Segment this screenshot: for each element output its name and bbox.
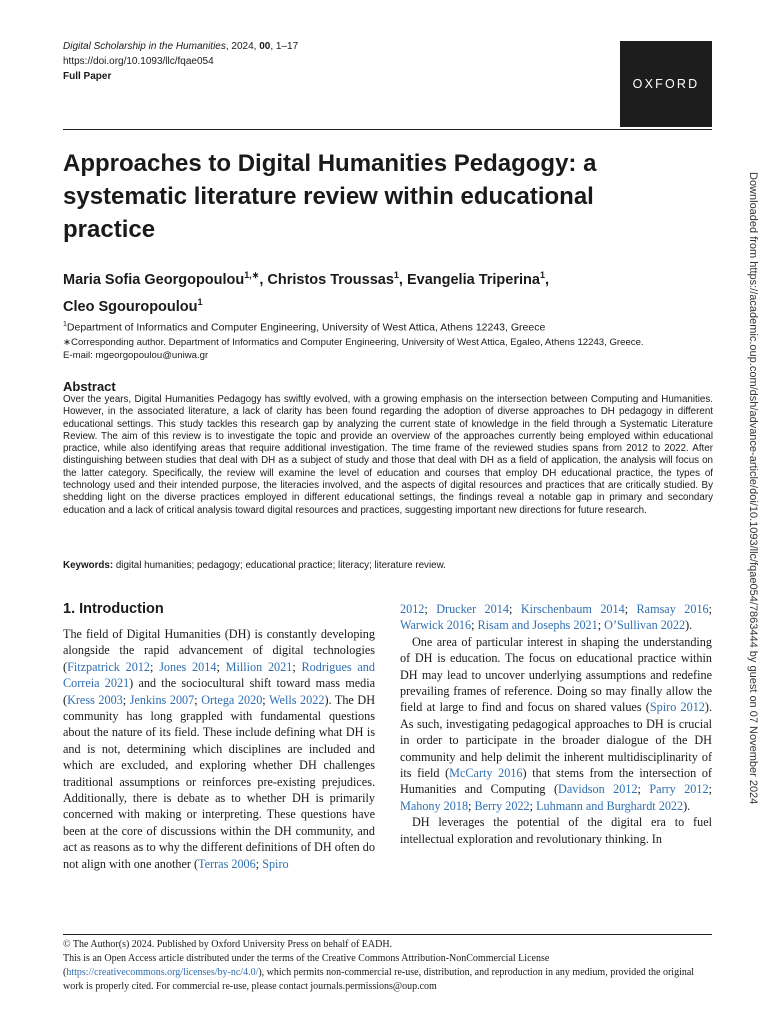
- body-text: ;: [122, 692, 130, 707]
- body-text: ;: [471, 618, 478, 633]
- citation-link[interactable]: Parry 2012: [649, 782, 709, 797]
- oxford-logo: [620, 41, 712, 127]
- body-text: ).: [683, 798, 691, 813]
- correspondence-address: ∗Corresponding author. Department of Informatics and Computer Engineering, University of West Attica, Egaleo, Athens 12243, Greece.: [63, 337, 644, 348]
- doi-link[interactable]: https://doi.org/10.1093/llc/fqae054: [63, 56, 214, 67]
- correspondence-email[interactable]: E-mail: mgeorgopoulou@uniwa.gr: [63, 350, 209, 361]
- right-column: [400, 601, 712, 847]
- license-text: [63, 952, 713, 994]
- body-text: ;: [468, 798, 475, 813]
- citation-link[interactable]: Ortega 2020: [201, 692, 263, 707]
- intro-paragraph: [400, 634, 712, 814]
- journal-year: , 2024,: [225, 41, 260, 52]
- body-text: ;: [708, 602, 713, 616]
- affiliation-mark: 1: [63, 321, 67, 328]
- body-text: ;: [708, 782, 712, 797]
- license-pre: This is an Open Access article distributed under the terms of the Creative Commons Attribution-NonCommercial License (: [63, 953, 550, 978]
- journal-volume: 00: [259, 41, 271, 52]
- keywords: [63, 560, 713, 571]
- body-text: ;: [424, 602, 437, 616]
- body-text: ;: [262, 692, 270, 707]
- section-heading: 1. Introduction: [63, 601, 164, 617]
- author-name[interactable]: Cleo Sgouropoulou: [63, 298, 198, 315]
- citation-link[interactable]: Spiro: [262, 856, 289, 871]
- citation-link[interactable]: Spiro 2012: [649, 700, 705, 715]
- citation-link[interactable]: Drucker 2014: [436, 602, 509, 616]
- citation-link[interactable]: O’Sullivan 2022: [604, 618, 686, 633]
- article-type: Full Paper: [63, 71, 112, 82]
- body-text: ;: [597, 618, 605, 633]
- body-text: One area of particular interest in shaping the understanding of DH is education. The focus on educational practice within DH may lead to uncover underlying assumptions and redefine prevailing frames of reference. Doing so may finally allow the field at large to find and focus on shared values (: [400, 634, 712, 715]
- citation-link[interactable]: Terras 2006: [198, 856, 256, 871]
- copyright-line: © The Author(s) 2024. Published by Oxford University Press on behalf of EADH.: [63, 939, 393, 950]
- citation-link[interactable]: Berry 2022: [474, 798, 530, 813]
- author-affiliation-mark: 1: [393, 270, 399, 280]
- keywords-text: digital humanities; pedagogy; educational practice; literacy; literature review.: [115, 560, 446, 571]
- body-text: ;: [624, 602, 637, 616]
- intro-paragraph: [63, 626, 375, 872]
- license-post: ), which permits non-commercial re-use, distribution, and reproduction in any medium, provided the original work is properly cited. For commercial re-use, please contact journals.permissions@oup.com: [63, 967, 695, 992]
- citation-link[interactable]: Wells 2022: [269, 692, 325, 707]
- author-affiliation-mark: 1: [539, 270, 545, 280]
- citation-link[interactable]: Fitzpatrick 2012: [67, 659, 151, 674]
- author-list: Maria Sofia Georgopoulou$^{1,∗}$, Christos Troussas$^1$, Evangelia Triperina$^1$, Cleo Sgouropoulou$^1$: [63, 270, 549, 315]
- abstract-heading: Abstract: [63, 379, 116, 394]
- author-name[interactable]: Maria Sofia Georgopoulou: [63, 271, 245, 288]
- affiliation: [63, 318, 703, 335]
- left-column: [63, 626, 375, 872]
- citation-link[interactable]: Kress 2003: [67, 692, 123, 707]
- citation-link[interactable]: Jenkins 2007: [129, 692, 195, 707]
- citation-link[interactable]: Kirschenbaum 2014: [520, 602, 625, 616]
- body-text: ) and the sociocultural shift toward mass media (: [63, 676, 375, 707]
- citation-link[interactable]: Jones 2014: [159, 659, 217, 674]
- body-text: ). The DH community has long grappled with fundamental questions about the nature of its field. These include defining what DH is and is not, determining which disciplines are included and which are excluded, and exploring whether DH challenges traditional assumptions or reinforces pre-existing prejudices. Additionally, there is debate as to whether DH is primarily concerned with making or interpreting. These questions have been at the core of discussions within the DH community, and act as reasons as to why the different definitions of DH often do not align with one another (: [63, 692, 376, 871]
- body-text: ;: [194, 692, 202, 707]
- correspondence: [63, 336, 703, 362]
- author-affiliation-mark: 1,∗: [244, 270, 260, 280]
- journal-name: Digital Scholarship in the Humanities: [63, 41, 226, 52]
- license-footer: [63, 938, 713, 994]
- body-text: ;: [508, 602, 521, 616]
- citation-link[interactable]: McCarty 2016: [449, 766, 523, 781]
- body-text: ). As such, investigating pedagogical approaches to DH is crucial in order to participate in the broader dialogue of the DH community and help delimit the inherent multidisciplinarity of its field (: [400, 700, 712, 781]
- footer-rule: [63, 934, 712, 935]
- citation-link[interactable]: Warwick 2016: [400, 618, 472, 633]
- journal-citation: [63, 39, 298, 54]
- body-text: DH leverages the potential of the digital era to fuel intellectual exploration and revolutionary thinking. In: [400, 815, 712, 846]
- citation-link[interactable]: Davidson 2012: [558, 782, 638, 797]
- citation-link[interactable]: Ramsay 2016: [636, 602, 709, 616]
- body-text: ;: [292, 659, 302, 674]
- affiliation-text: Department of Informatics and Computer Engineering, University of West Attica, Athens 12243, Greece: [66, 321, 546, 334]
- abstract-text: Over the years, Digital Humanities Pedagogy has swiftly evolved, with a growing emphasis on the intersection between Computing and Humanities. However, in the associated literature, a lack of clarity has been found regarding the adoption of diverse approaches to DH pedagogy in different educational settings. This study tackles this research gap by analyzing the current state of knowledge in the field through a Systematic Literature Review. The aim of this review is to investigate the topic and provide an overview of the approaches currently being employed within educational practice, while also identifying areas that require additional investigation. The time frame of the reviewed studies spans from 2012 to 2022. After distinguishing between studies that deal with DH as a subject of study and those that deal with DH as a field of application, the analysis will focus on the latter category. Specifically, the review will examine the level of education and courses that employ DH educational practice, the types of technology used and their intended purpose, the literacies involved, and the aspects of digital resources and practices that are critically studied. By shedding light on the diverse practices employed in different educational settings, the findings reveal a notable gap in primary and secondary education and a lack of critical analysis toward digital resources and practices, suggesting important new directions for future research.: [63, 394, 713, 516]
- citation-link[interactable]: Risam and Josephs 2021: [477, 618, 598, 633]
- body-text: ).: [685, 618, 693, 633]
- article-title: Approaches to Digital Humanities Pedagogy: a systematic literature review within educational practice: [63, 150, 597, 243]
- download-watermark: [745, 172, 761, 852]
- author-name[interactable]: Christos Troussas: [267, 271, 394, 288]
- body-text: ;: [150, 659, 160, 674]
- body-text: The field of Digital Humanities (DH) is constantly developing alongside the rapid advancement of digital technologies (: [63, 627, 375, 674]
- journal-pages: , 1–17: [270, 41, 299, 52]
- oxford-logo-text: OXFORD: [632, 77, 700, 91]
- download-watermark-text: Downloaded from https://academic.oup.com/dsh/advance-article/doi/10.1093/llc/fqae054/7863444 by guest on 07 November 2024: [747, 172, 759, 805]
- citation-link[interactable]: Mahony 2018: [400, 798, 469, 813]
- citation-link[interactable]: Rodrigues and Correia 2021: [63, 659, 375, 691]
- license-link[interactable]: https://creativecommons.org/licenses/by-nc/4.0/: [66, 967, 259, 978]
- keywords-label: Keywords:: [63, 560, 114, 571]
- citation-link[interactable]: Luhmann and Burghardt 2022: [536, 798, 684, 813]
- body-text: ;: [529, 798, 537, 813]
- author-affiliation-mark: 1: [197, 296, 203, 307]
- body-text: ;: [255, 856, 263, 871]
- citation-link[interactable]: 2012: [400, 602, 425, 616]
- header-rule: [63, 129, 712, 130]
- body-text: ;: [216, 659, 226, 674]
- citation-link[interactable]: Million 2021: [225, 659, 293, 674]
- body-text: ;: [637, 782, 650, 797]
- body-text: ) that stems from the intersection of Humanities and Computing (: [400, 766, 712, 797]
- intro-paragraph: [400, 601, 712, 634]
- intro-paragraph: [400, 814, 712, 847]
- author-name[interactable]: Evangelia Triperina: [406, 271, 540, 288]
